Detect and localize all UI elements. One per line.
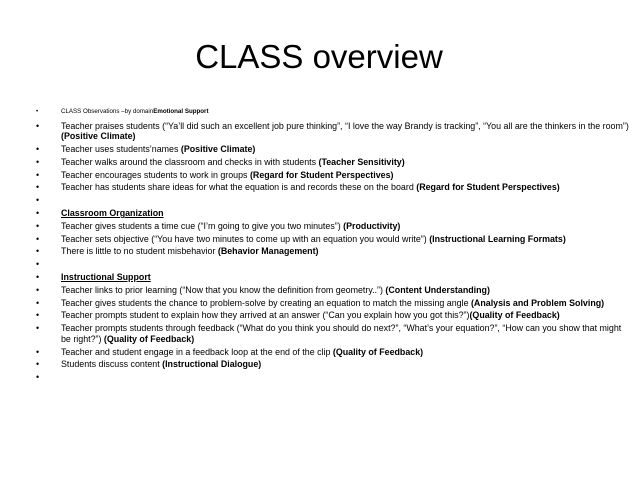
dimension-tag: (Behavior Management) xyxy=(217,246,319,257)
bullet-dot: • xyxy=(36,108,39,115)
bullet-dot: • xyxy=(36,259,40,270)
dimension-tag: (Quality of Feedback) xyxy=(332,346,424,357)
dimension-tag: (Content Understanding) xyxy=(385,284,490,295)
bullet-item xyxy=(36,310,632,321)
bullet-dot: • xyxy=(36,310,40,321)
bullet-text: Teacher has students share ideas for what the equation is and records these on the board xyxy=(61,182,417,193)
bullet-text: There is little to no student misbehavior xyxy=(61,246,218,257)
bullet-item xyxy=(36,298,632,309)
domain-heading: Instructional Support xyxy=(61,272,151,283)
bullet-text: Teacher gives students the chance to problem-solve by creating an equation to match the missing angle xyxy=(61,297,471,308)
dimension-tag: (Instructional Learning Formats) xyxy=(429,233,566,244)
bullet-dot: • xyxy=(36,272,40,283)
bullet-dot: • xyxy=(36,323,40,334)
bullet-dot: • xyxy=(36,195,40,206)
dimension-tag: (Positive Climate) xyxy=(61,131,136,142)
bullet-dot: • xyxy=(36,144,40,155)
dimension-tag: (Productivity) xyxy=(343,220,401,231)
bullet-item xyxy=(36,108,632,119)
bullet-dot: • xyxy=(36,182,40,193)
bullet-dot: • xyxy=(36,359,40,370)
bullet-list xyxy=(36,108,632,385)
bullet-text: Teacher uses students’names xyxy=(61,144,181,155)
dimension-tag: (Regard for Student Perspectives) xyxy=(416,182,560,193)
bullet-item xyxy=(36,323,632,344)
domain-heading: Classroom Organization xyxy=(61,208,164,219)
dimension-tag: (Instructional Dialogue) xyxy=(162,359,262,370)
bullet-item xyxy=(36,272,632,283)
bullet-item xyxy=(36,259,632,270)
bullet-item xyxy=(36,144,632,155)
bullet-text: Teacher prompts students through feedback (“What do you think you should do next?”, “What’s your equation?”, “How can you show that might be right?”) xyxy=(61,323,622,344)
bullet-dot: • xyxy=(36,246,40,257)
bullet-item xyxy=(36,182,632,193)
bullet-text: Teacher walks around the classroom and checks in with students xyxy=(61,156,319,167)
bullet-text: Teacher and student engage in a feedback loop at the end of the clip xyxy=(61,346,333,357)
dimension-tag: (Regard for Student Perspectives) xyxy=(249,169,394,180)
bullet-dot: • xyxy=(36,220,40,231)
bullet-dot: • xyxy=(36,169,40,180)
bullet-text: Teacher praises students (“Ya’ll did such an excellent job pure thinking”, “I love the way Brandy is tracking”, “You all are the thinkers in the room”) xyxy=(61,120,629,131)
bullet-text: Teacher encourages students to work in groups xyxy=(61,169,250,180)
bullet-text: CLASS Observations –by domain xyxy=(61,108,154,115)
bullet-dot: • xyxy=(36,297,40,308)
dimension-tag: (Analysis and Problem Solving) xyxy=(470,297,605,308)
bullet-item xyxy=(36,221,632,232)
bullet-dot: • xyxy=(36,120,40,131)
bullet-text: Students discuss content xyxy=(61,359,163,370)
dimension-tag: (Positive Climate) xyxy=(180,144,256,155)
bullet-item xyxy=(36,170,632,181)
bullet-dot: • xyxy=(36,346,40,357)
bullet-dot: • xyxy=(36,208,40,219)
bullet-dot: • xyxy=(36,156,40,167)
bullet-item xyxy=(36,121,632,142)
bullet-text: Teacher gives students a time cue (“I’m going to give you two minutes”) xyxy=(61,220,344,231)
dimension-tag: (Teacher Sensitivity) xyxy=(318,156,405,167)
slide-title: CLASS overview xyxy=(195,38,443,75)
bullet-dot: • xyxy=(36,233,40,244)
dimension-tag: (Quality of Feedback) xyxy=(469,310,560,321)
bullet-dot: • xyxy=(36,284,40,295)
bullet-item xyxy=(36,372,632,383)
bullet-item xyxy=(36,157,632,168)
bullet-item xyxy=(36,246,632,257)
bullet-item xyxy=(36,195,632,206)
bullet-text: Teacher prompts student to explain how they arrived at an answer (“Can you explain how you got this?”) xyxy=(61,310,470,321)
dimension-tag: (Quality of Feedback) xyxy=(103,333,195,344)
bullet-item xyxy=(36,208,632,219)
bullet-dot: • xyxy=(36,372,40,383)
dimension-tag: Emotional Support xyxy=(153,108,209,115)
bullet-text: Teacher links to prior learning (“Now that you know the definition from geometry..”) xyxy=(61,284,386,295)
bullet-item xyxy=(36,347,632,358)
bullet-text: Teacher sets objective (“You have two minutes to come up with an equation you would write”) xyxy=(61,233,430,244)
bullet-item xyxy=(36,285,632,296)
bullet-item xyxy=(36,359,632,370)
bullet-item xyxy=(36,234,632,245)
